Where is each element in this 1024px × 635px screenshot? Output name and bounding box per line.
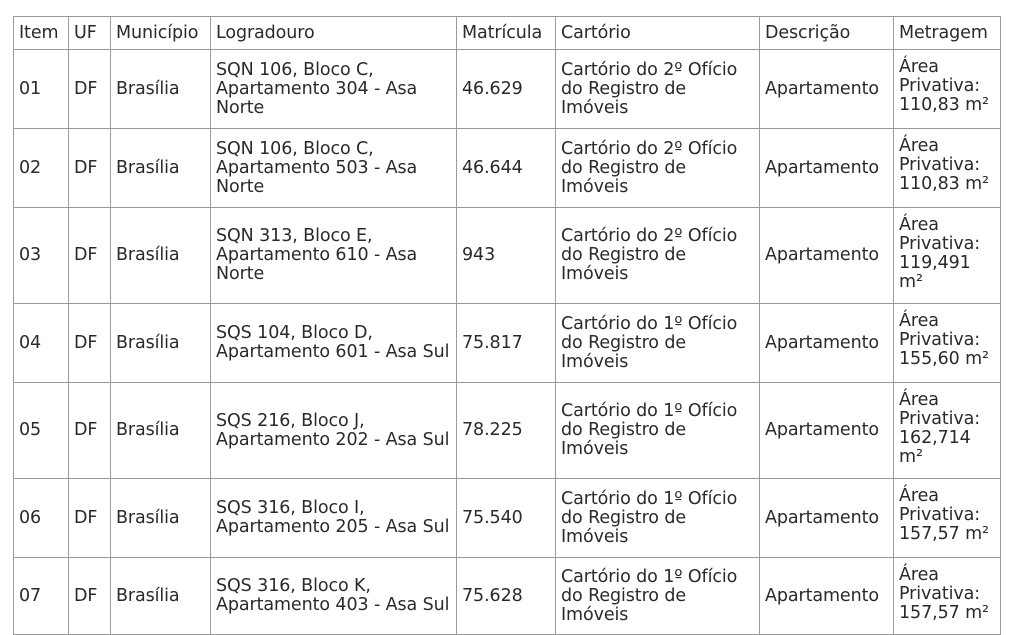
cell-matricula: 75.817 — [457, 304, 556, 383]
cell-descricao: Apartamento — [760, 129, 894, 208]
cell-uf: DF — [69, 50, 111, 129]
cell-item: 06 — [14, 479, 69, 558]
cell-logradouro: SQS 316, Bloco I, Apartamento 205 - Asa Sul — [211, 479, 457, 558]
table-row — [14, 304, 1001, 383]
cell-descricao: Apartamento — [760, 383, 894, 479]
cell-metragem: Área Privativa: 162,714 m² — [894, 383, 1001, 479]
cell-logradouro: SQS 316, Bloco K, Apartamento 403 - Asa Sul — [211, 558, 457, 635]
cell-uf: DF — [69, 479, 111, 558]
cell-metragem: Área Privativa: 119,491 m² — [894, 208, 1001, 304]
cell-item: 03 — [14, 208, 69, 304]
header-uf: UF — [69, 17, 111, 50]
property-table-container — [13, 16, 1001, 635]
header-municipio: Município — [111, 17, 211, 50]
cell-cartorio: Cartório do 2º Ofício do Registro de Imóveis — [556, 129, 760, 208]
cell-cartorio: Cartório do 1º Ofício do Registro de Imóveis — [556, 479, 760, 558]
table-row — [14, 558, 1001, 635]
cell-municipio: Brasília — [111, 558, 211, 635]
cell-metragem: Área Privativa: 155,60 m² — [894, 304, 1001, 383]
cell-descricao: Apartamento — [760, 208, 894, 304]
cell-item: 01 — [14, 50, 69, 129]
cell-matricula: 46.644 — [457, 129, 556, 208]
cell-descricao: Apartamento — [760, 304, 894, 383]
cell-cartorio: Cartório do 1º Ofício do Registro de Imóveis — [556, 304, 760, 383]
cell-item: 04 — [14, 304, 69, 383]
cell-descricao: Apartamento — [760, 558, 894, 635]
cell-municipio: Brasília — [111, 383, 211, 479]
cell-municipio: Brasília — [111, 208, 211, 304]
cell-item: 05 — [14, 383, 69, 479]
cell-logradouro: SQS 216, Bloco J, Apartamento 202 - Asa Sul — [211, 383, 457, 479]
cell-item: 07 — [14, 558, 69, 635]
cell-metragem: Área Privativa: 110,83 m² — [894, 50, 1001, 129]
cell-descricao: Apartamento — [760, 50, 894, 129]
header-item: Item — [14, 17, 69, 50]
table-header-row — [14, 17, 1001, 50]
cell-uf: DF — [69, 304, 111, 383]
table-row — [14, 129, 1001, 208]
cell-cartorio: Cartório do 2º Ofício do Registro de Imóveis — [556, 50, 760, 129]
header-metragem: Metragem — [894, 17, 1001, 50]
header-logradouro: Logradouro — [211, 17, 457, 50]
cell-logradouro: SQN 106, Bloco C, Apartamento 503 - Asa Norte — [211, 129, 457, 208]
cell-matricula: 943 — [457, 208, 556, 304]
cell-uf: DF — [69, 208, 111, 304]
cell-municipio: Brasília — [111, 129, 211, 208]
cell-matricula: 75.540 — [457, 479, 556, 558]
cell-uf: DF — [69, 129, 111, 208]
cell-logradouro: SQS 104, Bloco D, Apartamento 601 - Asa Sul — [211, 304, 457, 383]
cell-matricula: 75.628 — [457, 558, 556, 635]
header-cartorio: Cartório — [556, 17, 760, 50]
cell-logradouro: SQN 106, Bloco C, Apartamento 304 - Asa Norte — [211, 50, 457, 129]
table-row — [14, 208, 1001, 304]
cell-cartorio: Cartório do 1º Ofício do Registro de Imóveis — [556, 383, 760, 479]
cell-municipio: Brasília — [111, 304, 211, 383]
cell-metragem: Área Privativa: 110,83 m² — [894, 129, 1001, 208]
cell-municipio: Brasília — [111, 50, 211, 129]
cell-matricula: 78.225 — [457, 383, 556, 479]
table-row — [14, 50, 1001, 129]
property-table — [13, 16, 1001, 635]
cell-uf: DF — [69, 558, 111, 635]
cell-municipio: Brasília — [111, 479, 211, 558]
cell-uf: DF — [69, 383, 111, 479]
cell-metragem: Área Privativa: 157,57 m² — [894, 479, 1001, 558]
cell-descricao: Apartamento — [760, 479, 894, 558]
table-row — [14, 383, 1001, 479]
cell-item: 02 — [14, 129, 69, 208]
header-matricula: Matrícula — [457, 17, 556, 50]
table-row — [14, 479, 1001, 558]
cell-matricula: 46.629 — [457, 50, 556, 129]
cell-cartorio: Cartório do 1º Ofício do Registro de Imóveis — [556, 558, 760, 635]
cell-logradouro: SQN 313, Bloco E, Apartamento 610 - Asa Norte — [211, 208, 457, 304]
cell-metragem: Área Privativa: 157,57 m² — [894, 558, 1001, 635]
header-descricao: Descrição — [760, 17, 894, 50]
cell-cartorio: Cartório do 2º Ofício do Registro de Imóveis — [556, 208, 760, 304]
